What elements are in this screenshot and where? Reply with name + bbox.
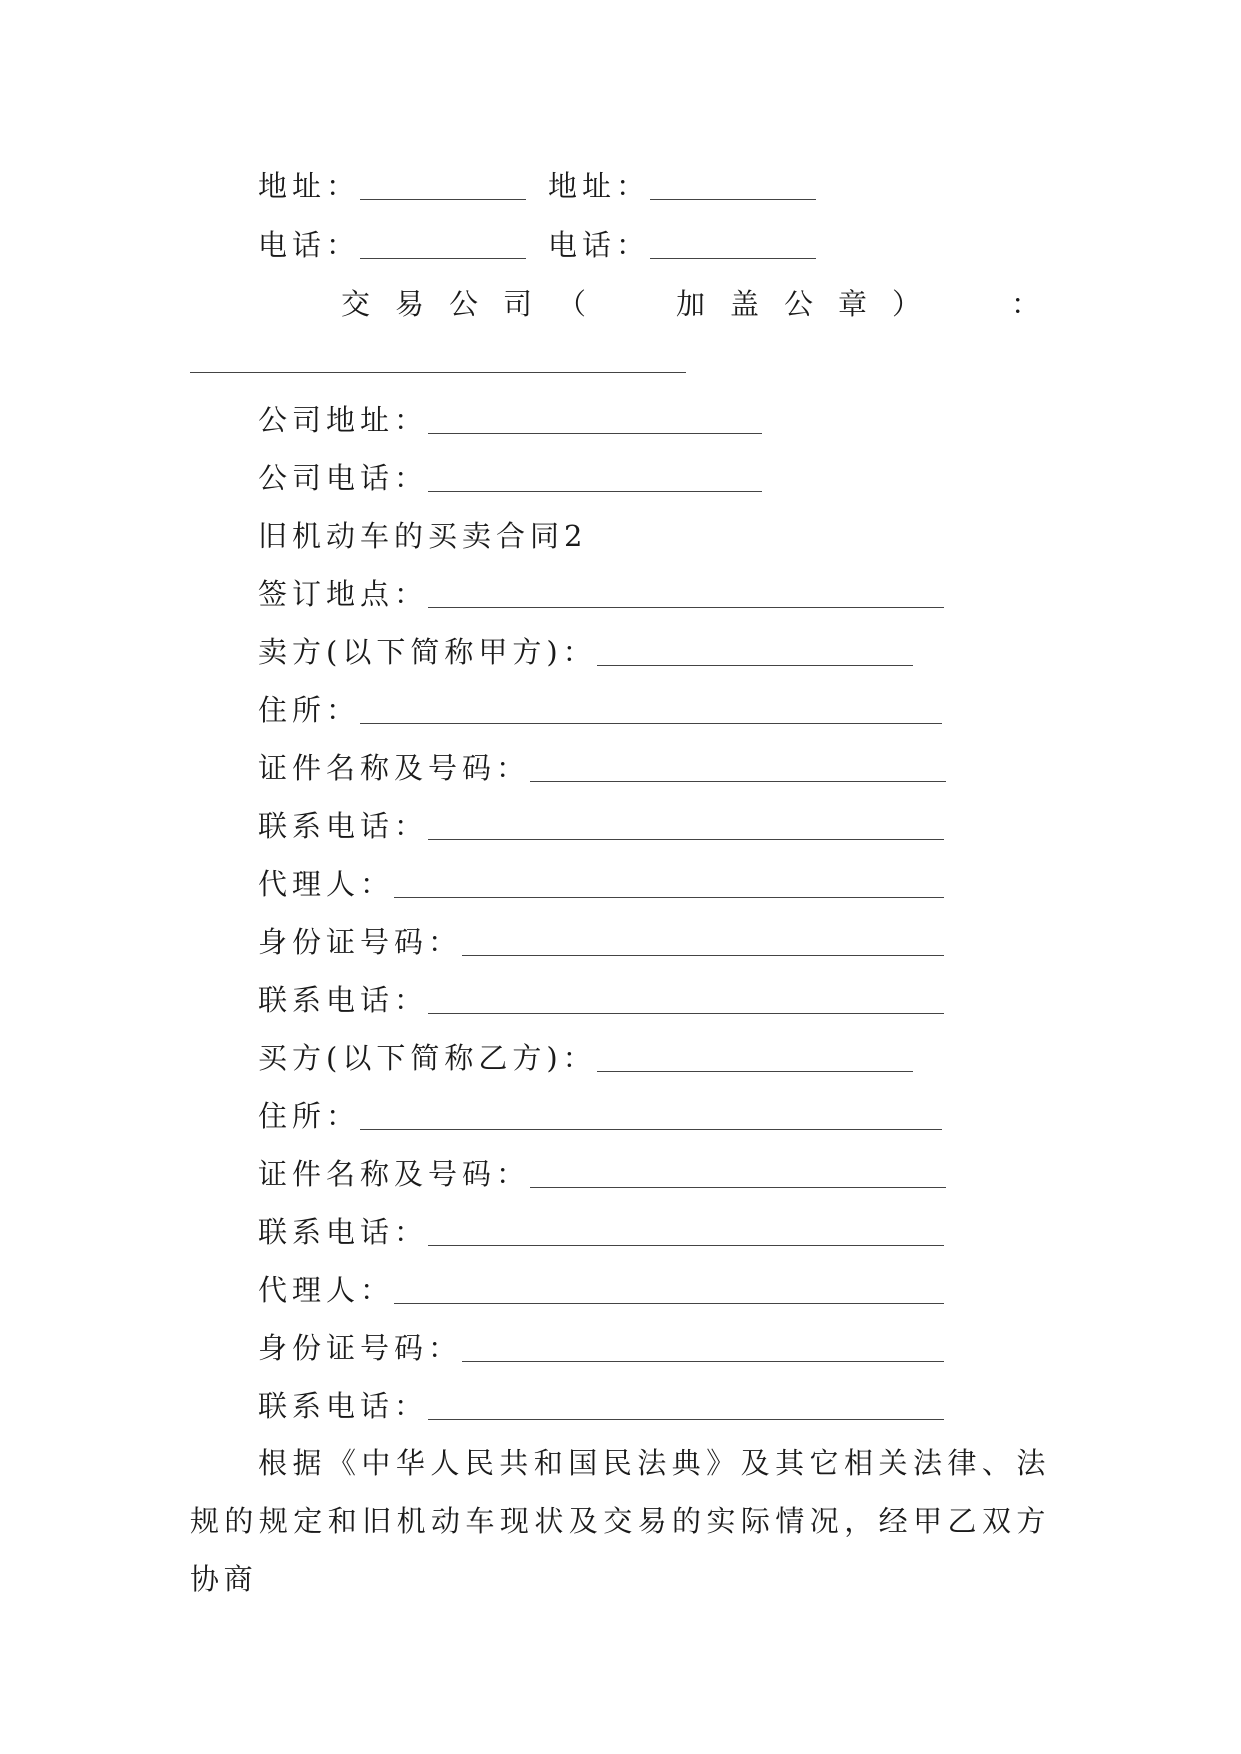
seal-char: 章 <box>837 287 867 321</box>
buyer-agent-row <box>258 1266 944 1314</box>
phone-label-a: 电话： <box>258 228 361 262</box>
seller-name-field[interactable] <box>597 665 913 666</box>
seal-char: 交 <box>340 287 370 321</box>
buyer-agent-phone-label: 联系电话： <box>258 1389 429 1423</box>
seal-char: 盖 <box>729 287 759 321</box>
seller-residence-label: 住所： <box>258 693 361 727</box>
seller-id-number-label: 身份证号码： <box>258 925 463 959</box>
company-address-field[interactable] <box>428 433 762 434</box>
seller-phone-row <box>258 802 944 850</box>
buyer-id-doc-row <box>258 1150 946 1198</box>
buyer-agent-field[interactable] <box>394 1303 944 1304</box>
buyer-id-number-row <box>258 1324 944 1372</box>
seller-agent-label: 代理人： <box>258 867 395 901</box>
phone-label-b: 电话： <box>548 228 651 262</box>
seller-heading-row <box>258 628 913 676</box>
buyer-agent-phone-field[interactable] <box>428 1419 944 1420</box>
buyer-id-number-label: 身份证号码： <box>258 1331 463 1365</box>
buyer-residence-row <box>258 1092 942 1140</box>
seal-char: 加 <box>675 287 705 321</box>
seller-agent-field[interactable] <box>394 897 944 898</box>
buyer-phone-row <box>258 1208 944 1256</box>
company-phone-field[interactable] <box>428 491 762 492</box>
buyer-residence-label: 住所： <box>258 1099 361 1133</box>
seal-char: 公 <box>783 287 813 321</box>
address-label-b: 地址： <box>548 169 651 203</box>
seal-char: ： <box>1010 287 1040 321</box>
seller-phone-field[interactable] <box>428 839 944 840</box>
buyer-id-doc-field[interactable] <box>530 1187 946 1188</box>
buyer-heading-row <box>258 1034 913 1082</box>
seller-phone-label: 联系电话： <box>258 809 429 843</box>
seller-id-doc-field[interactable] <box>530 781 946 782</box>
sign-place-row <box>258 570 944 618</box>
contract-title: 旧机动车的买卖合同2 <box>258 519 588 553</box>
sign-place-field[interactable] <box>428 607 944 608</box>
address-field-a[interactable] <box>360 199 526 200</box>
buyer-agent-phone-row <box>258 1382 944 1430</box>
company-phone-label: 公司电话： <box>258 461 429 495</box>
seal-char: 公 <box>448 287 478 321</box>
company-address-label: 公司地址： <box>258 403 429 437</box>
phone-field-a[interactable] <box>360 258 526 259</box>
buyer-residence-field[interactable] <box>360 1129 942 1130</box>
company-seal-field[interactable] <box>190 372 686 373</box>
seller-residence-field[interactable] <box>360 723 942 724</box>
seller-heading: 卖方(以下简称甲方)： <box>258 635 597 669</box>
buyer-id-doc-label: 证件名称及号码： <box>258 1157 531 1191</box>
contract-title-row <box>258 512 587 560</box>
seller-id-number-row <box>258 918 944 966</box>
seller-residence-row <box>258 686 942 734</box>
company-phone-row <box>258 454 762 502</box>
address-field-b[interactable] <box>650 199 816 200</box>
seller-agent-phone-label: 联系电话： <box>258 983 429 1017</box>
buyer-heading: 买方(以下简称乙方)： <box>258 1041 597 1075</box>
seller-id-doc-row <box>258 744 946 792</box>
company-seal-line <box>258 280 1040 328</box>
sign-place-label: 签订地点： <box>258 577 429 611</box>
buyer-name-field[interactable] <box>597 1071 913 1072</box>
address-row <box>258 162 816 210</box>
seal-char: （ <box>556 287 586 321</box>
seal-char: 司 <box>502 287 532 321</box>
seal-char: 易 <box>394 287 424 321</box>
buyer-phone-field[interactable] <box>428 1245 944 1246</box>
buyer-id-number-field[interactable] <box>462 1361 944 1362</box>
phone-row <box>258 221 816 269</box>
address-label-a: 地址： <box>258 169 361 203</box>
body-paragraph: 根据《中华人民共和国民法典》及其它相关法律、法规的规定和旧机动车现状及交易的实际情况，经甲乙双方协商 <box>190 1446 1050 1596</box>
phone-field-b[interactable] <box>650 258 816 259</box>
seller-agent-phone-row <box>258 976 944 1024</box>
seller-id-number-field[interactable] <box>462 955 944 956</box>
buyer-agent-label: 代理人： <box>258 1273 395 1307</box>
seller-agent-phone-field[interactable] <box>428 1013 944 1014</box>
buyer-phone-label: 联系电话： <box>258 1215 429 1249</box>
seller-agent-row <box>258 860 944 908</box>
company-address-row <box>258 396 762 444</box>
seal-char: ） <box>891 287 921 321</box>
seller-id-doc-label: 证件名称及号码： <box>258 751 531 785</box>
